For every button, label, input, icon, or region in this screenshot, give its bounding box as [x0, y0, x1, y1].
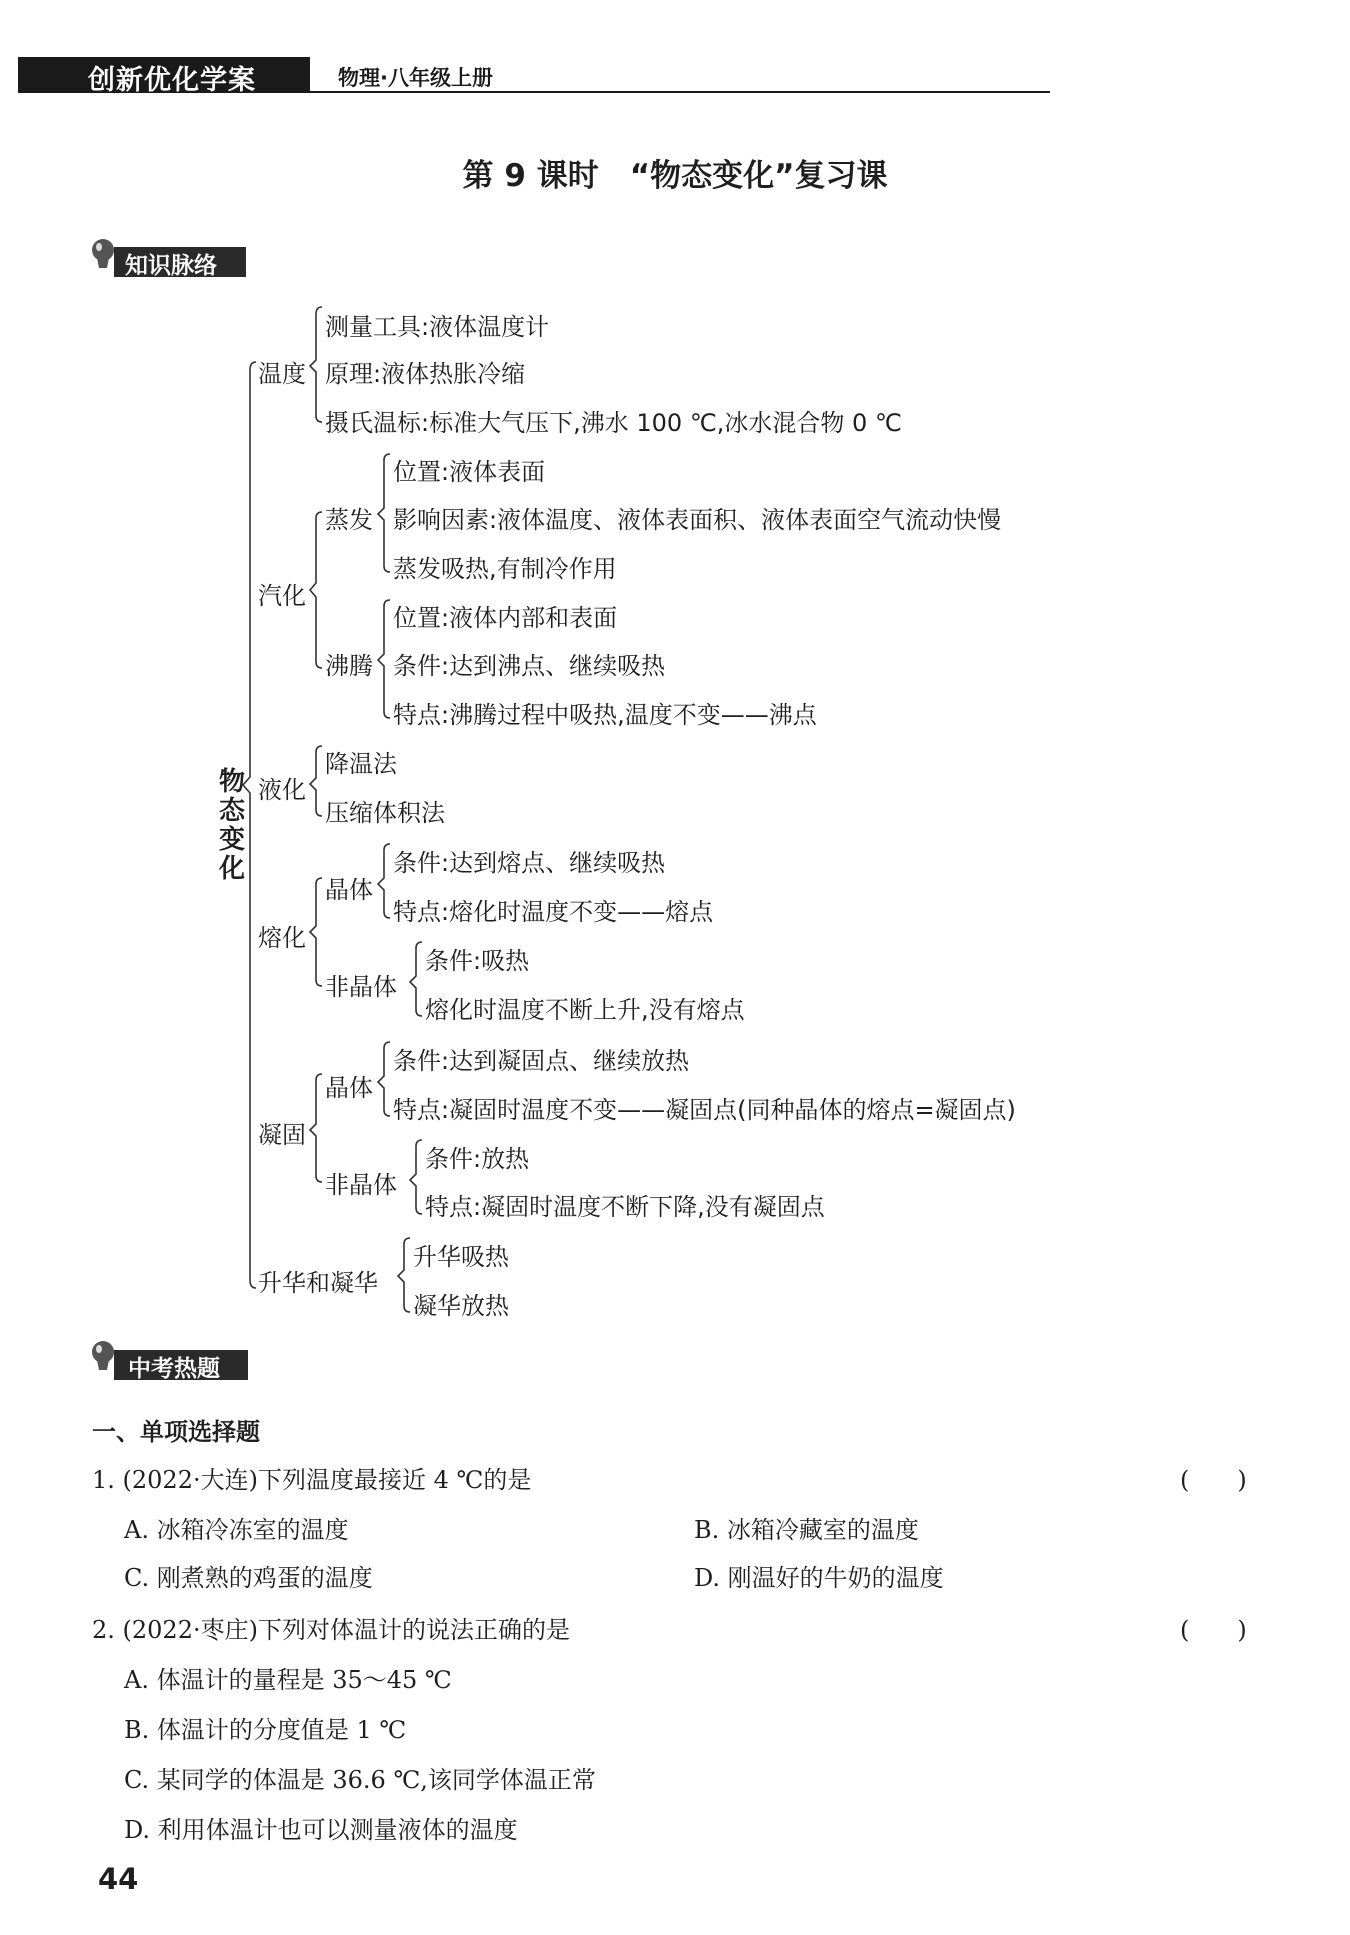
question-2-answer-paren: ( ): [1180, 1616, 1247, 1644]
node-melting: 熔化: [258, 924, 306, 952]
page-title: 第 9 课时 “物态变化”复习课: [462, 158, 888, 194]
leaf-melt-noncrystal-condition: 条件:吸热: [425, 947, 530, 975]
leaf-boil-position: 位置:液体内部和表面: [393, 604, 618, 632]
node-melt-crystal: 晶体: [325, 876, 373, 904]
leaf-solid-crystal-feature: 特点:凝固时温度不变——凝固点(同种晶体的熔点=凝固点): [393, 1096, 1016, 1124]
node-liquefaction: 液化: [258, 776, 306, 804]
section-title-mindmap: 知识脉络: [125, 253, 217, 279]
q2-option-c: C. 某同学的体温是 36.6 ℃,该同学体温正常: [124, 1766, 596, 1794]
q2-option-b: B. 体温计的分度值是 1 ℃: [124, 1716, 407, 1744]
leaf-temp-principle: 原理:液体热胀冷缩: [325, 360, 526, 388]
leaf-melt-noncrystal-feature: 熔化时温度不断上升,没有熔点: [425, 996, 745, 1024]
leaf-solid-noncrystal-feature: 特点:凝固时温度不断下降,没有凝固点: [425, 1193, 825, 1221]
tree-root: 物态变化: [218, 767, 245, 884]
part-heading: 一、单项选择题: [92, 1418, 260, 1446]
brand-title: 创新优化学案: [88, 65, 256, 96]
node-solidification: 凝固: [258, 1121, 306, 1149]
node-melt-noncrystal: 非晶体: [325, 973, 397, 1001]
q1-option-c: C. 刚煮熟的鸡蛋的温度: [124, 1564, 373, 1592]
q1-option-b: B. 冰箱冷藏室的温度: [694, 1516, 919, 1544]
section-title-exam: 中考热题: [128, 1356, 220, 1382]
question-1-stem: 1. (2022·大连)下列温度最接近 4 ℃的是: [92, 1466, 532, 1494]
leaf-liquefy-compress: 压缩体积法: [325, 799, 445, 827]
node-solid-noncrystal: 非晶体: [325, 1171, 397, 1199]
node-evaporation: 蒸发: [325, 506, 373, 534]
leaf-solid-noncrystal-condition: 条件:放热: [425, 1145, 530, 1173]
page-number: 44: [98, 1862, 139, 1896]
question-1-answer-paren: ( ): [1180, 1466, 1247, 1494]
leaf-temp-celsius: 摄氏温标:标准大气压下,沸水 100 ℃,冰水混合物 0 ℃: [325, 409, 902, 437]
leaf-melt-crystal-feature: 特点:熔化时温度不变——熔点: [393, 898, 714, 926]
lightbulb-icon: [90, 1340, 116, 1376]
node-boiling: 沸腾: [325, 652, 373, 680]
q2-option-d: D. 利用体温计也可以测量液体的温度: [124, 1816, 518, 1844]
leaf-melt-crystal-condition: 条件:达到熔点、继续吸热: [393, 849, 666, 877]
leaf-evap-cooling: 蒸发吸热,有制冷作用: [393, 555, 617, 583]
subject-label: 物理·八年级上册: [338, 66, 493, 90]
leaf-liquefy-cooling: 降温法: [325, 750, 397, 778]
node-solid-crystal: 晶体: [325, 1074, 373, 1102]
leaf-evap-position: 位置:液体表面: [393, 458, 546, 486]
question-2-stem: 2. (2022·枣庄)下列对体温计的说法正确的是: [92, 1616, 570, 1644]
leaf-boil-condition: 条件:达到沸点、继续吸热: [393, 652, 666, 680]
leaf-deposition: 凝华放热: [413, 1292, 509, 1320]
q2-option-a: A. 体温计的量程是 35～45 ℃: [124, 1666, 452, 1694]
leaf-boil-feature: 特点:沸腾过程中吸热,温度不变——沸点: [393, 701, 817, 729]
leaf-solid-crystal-condition: 条件:达到凝固点、继续放热: [393, 1047, 690, 1075]
node-vaporization: 汽化: [258, 582, 306, 610]
q1-option-a: A. 冰箱冷冻室的温度: [124, 1516, 349, 1544]
leaf-sublimation: 升华吸热: [413, 1243, 509, 1271]
node-temperature: 温度: [258, 360, 306, 388]
leaf-evap-factors: 影响因素:液体温度、液体表面积、液体表面空气流动快慢: [393, 506, 1002, 534]
leaf-temp-tool: 测量工具:液体温度计: [325, 313, 550, 341]
node-sublimation: 升华和凝华: [258, 1269, 378, 1297]
q1-option-d: D. 刚温好的牛奶的温度: [694, 1564, 944, 1592]
